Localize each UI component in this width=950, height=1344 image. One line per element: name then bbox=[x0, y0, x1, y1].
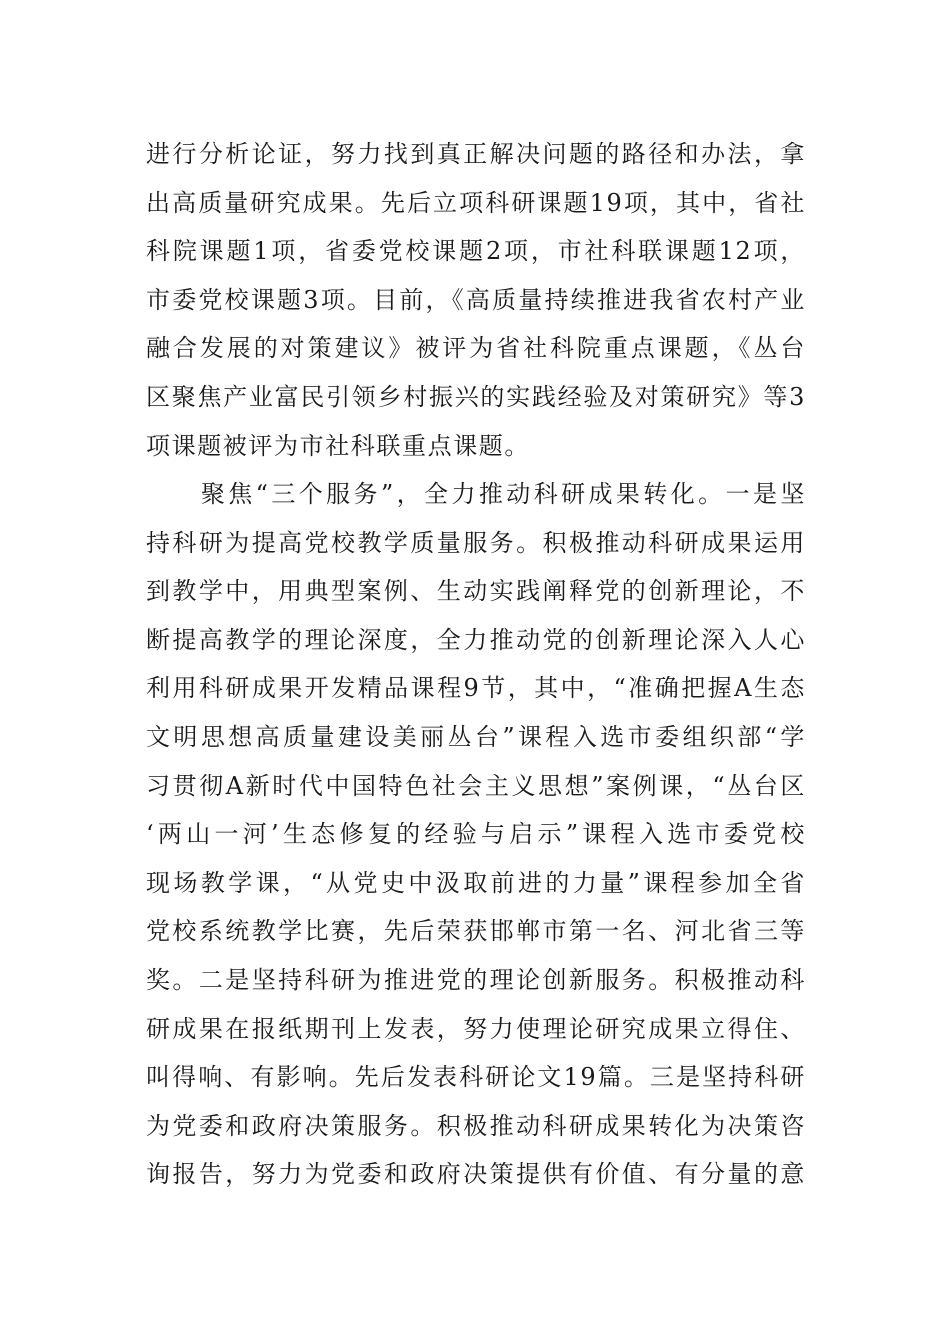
text-line: 聚焦“三个服务”，全力推动科研成果转化。一是坚 bbox=[146, 480, 806, 508]
text-line: 到教学中，用典型案例、生动实践阐释党的创新理论，不 bbox=[146, 577, 806, 606]
text-line: 文明思想高质量建设美丽丛台”课程入选市委组织部“学 bbox=[146, 722, 806, 751]
paragraph-research-topics bbox=[146, 130, 806, 470]
text-line: 现场教学课，“从党史中汲取前进的力量”课程参加全省 bbox=[146, 868, 806, 897]
text-line: 研成果在报纸期刊上发表，努力使理论研究成果立得住、 bbox=[146, 1014, 806, 1043]
text-line: 党校系统教学比赛，先后荣获邯郸市第一名、河北省三等 bbox=[146, 917, 806, 946]
text-line: 区聚焦产业富民引领乡村振兴的实践经验及对策研究》等3 bbox=[146, 382, 806, 411]
text-line: 市委党校课题3项。目前，《高质量持续推进我省农村产业 bbox=[146, 285, 806, 314]
text-line: 为党委和政府决策服务。积极推动科研成果转化为决策咨 bbox=[146, 1111, 806, 1140]
text-line: ‘两山一河’生态修复的经验与启示”课程入选市委党校 bbox=[146, 820, 806, 849]
text-line: 科院课题1项，省委党校课题2项，市社科联课题12项， bbox=[146, 237, 806, 266]
text-line: 叫得响、有影响。先后发表科研论文19篇。三是坚持科研 bbox=[146, 1063, 806, 1092]
text-line: 融合发展的对策建议》被评为省社科院重点课题，《丛台 bbox=[146, 334, 806, 363]
text-line: 奖。二是坚持科研为推进党的理论创新服务。积极推动科 bbox=[146, 965, 806, 994]
text-line: 出高质量研究成果。先后立项科研课题19项，其中，省社 bbox=[146, 188, 806, 217]
paragraph-three-services bbox=[146, 470, 806, 1199]
text-line: 断提高教学的理论深度，全力推动党的创新理论深入人心 bbox=[146, 625, 806, 654]
text-line: 利用科研成果开发精品课程9节，其中，“准确把握A生态 bbox=[146, 674, 806, 703]
text-line: 项课题被评为市社科联重点课题。 bbox=[146, 431, 530, 460]
text-line: 进行分析论证，努力找到真正解决问题的路径和办法，拿 bbox=[146, 140, 806, 168]
text-line: 持科研为提高党校教学质量服务。积极推动科研成果运用 bbox=[146, 528, 806, 557]
text-line: 询报告，努力为党委和政府决策提供有价值、有分量的意 bbox=[146, 1160, 806, 1189]
text-line: 习贯彻A新时代中国特色社会主义思想”案例课，“丛台区 bbox=[146, 771, 806, 800]
